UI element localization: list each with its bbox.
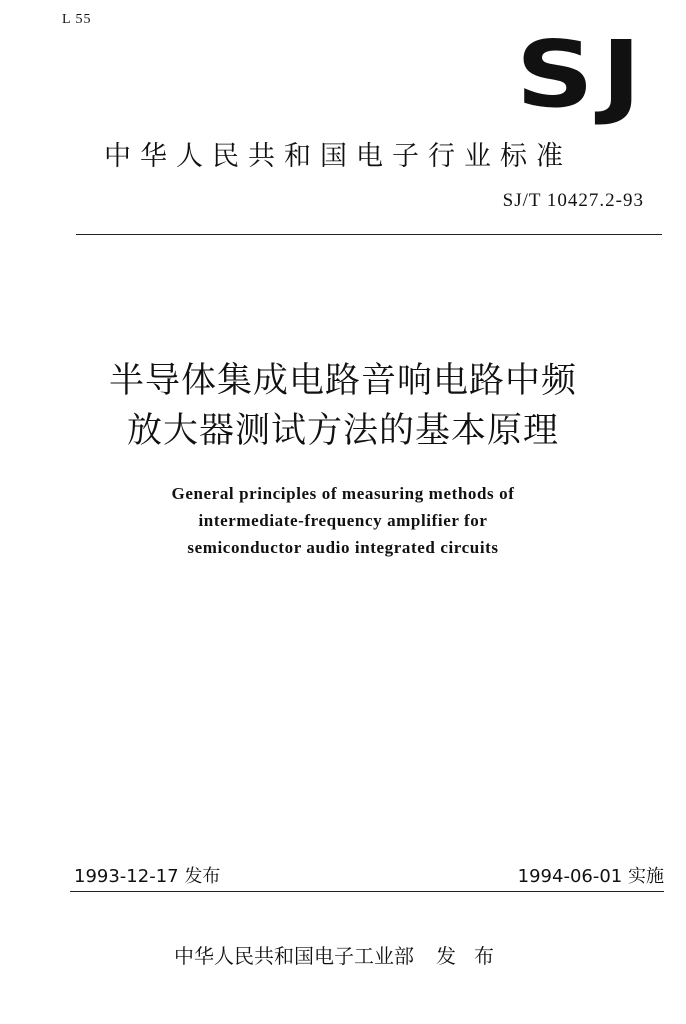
chinese-title [0,356,686,456]
publish-label: 发布 [436,944,512,968]
publisher [0,940,686,969]
sj-logo: SJ [515,21,648,128]
chinese-title-line-2: 放大器测试方法的基本原理 [126,411,559,451]
implementation-date: 1994-06-01 实施 [517,866,664,887]
standard-organization: 中华人民共和国电子行业标准 [104,141,572,172]
top-divider [76,234,662,235]
bottom-divider [70,891,664,892]
english-title [0,480,686,561]
chinese-title-line-1: 半导体集成电路音响电路中频 [108,361,577,401]
english-title-line-3: semiconductor audio integrated circuits [187,538,499,557]
publisher-name: 中华人民共和国电子工业部 [174,944,414,968]
standard-number: SJ/T 10427.2-93 [502,190,644,211]
english-title-line-2: intermediate-frequency amplifier for [198,511,488,530]
issue-date: 1993-12-17 发布 [74,866,221,887]
english-title-line-1: General principles of measuring methods of [171,484,515,503]
classification-code: L 55 [62,12,92,27]
